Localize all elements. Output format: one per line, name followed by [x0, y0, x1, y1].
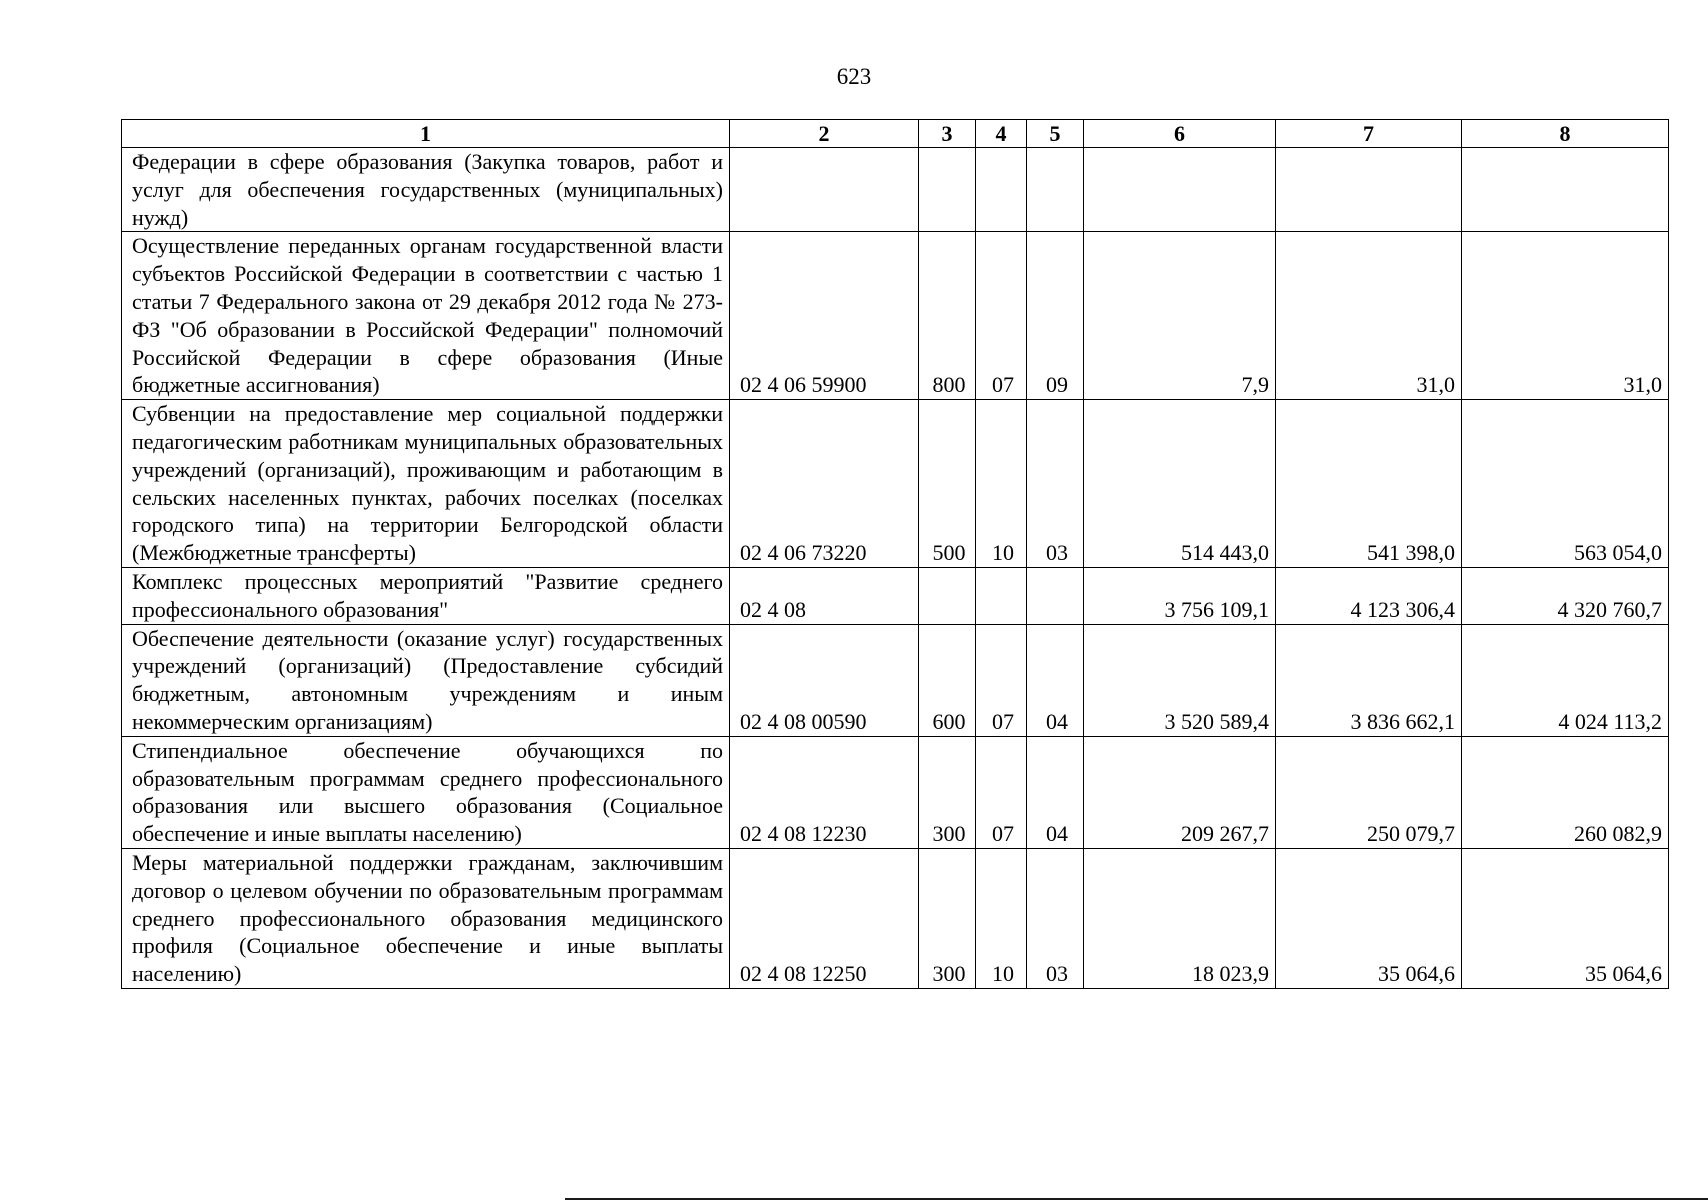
table-row [122, 736, 1669, 848]
row-col-3: 600 [919, 624, 976, 736]
row-col-6 [1084, 148, 1276, 232]
row-col-5 [1027, 148, 1084, 232]
column-header-5: 5 [1027, 120, 1084, 148]
row-col-5: 03 [1027, 848, 1084, 988]
row-code: 02 4 08 [730, 567, 919, 624]
row-col-8: 35 064,6 [1462, 848, 1669, 988]
row-code: 02 4 08 12250 [730, 848, 919, 988]
row-col-8: 4 320 760,7 [1462, 567, 1669, 624]
row-col-3: 500 [919, 400, 976, 568]
row-col-6: 209 267,7 [1084, 736, 1276, 848]
row-col-7: 35 064,6 [1276, 848, 1462, 988]
row-description: Меры материальной поддержки гражданам, заключившим договор о целевом обучении по образовательным программам среднего профессионального образования медицинского профиля (Социальное обеспечение и иные выплаты населению) [122, 848, 730, 988]
row-col-6: 18 023,9 [1084, 848, 1276, 988]
row-col-4 [976, 148, 1027, 232]
row-col-4: 07 [976, 624, 1027, 736]
row-col-7: 541 398,0 [1276, 400, 1462, 568]
row-col-6: 7,9 [1084, 232, 1276, 400]
column-header-6: 6 [1084, 120, 1276, 148]
row-col-3: 300 [919, 848, 976, 988]
row-col-8: 31,0 [1462, 232, 1669, 400]
row-description: Субвенции на предоставление мер социальной поддержки педагогическим работникам муниципальных образовательных учреждений (организаций), проживающим и работающим в сельских населенных пунктах, рабочих поселках (поселках городского типа) на территории Белгородской области (Межбюджетные трансферты) [122, 400, 730, 568]
table-row [122, 624, 1669, 736]
row-col-6: 3 756 109,1 [1084, 567, 1276, 624]
column-header-4: 4 [976, 120, 1027, 148]
row-description: Стипендиальное обеспечение обучающихся по образовательным программам среднего профессионального образования или высшего образования (Социальное обеспечение и иные выплаты населению) [122, 736, 730, 848]
column-header-2: 2 [730, 120, 919, 148]
column-header-8: 8 [1462, 120, 1669, 148]
row-col-7 [1276, 148, 1462, 232]
page-number: 623 [836, 64, 872, 89]
row-col-4 [976, 567, 1027, 624]
row-col-3 [919, 148, 976, 232]
row-col-5: 04 [1027, 736, 1084, 848]
table-row [122, 400, 1669, 568]
row-col-5 [1027, 567, 1084, 624]
table-row [122, 148, 1669, 232]
row-col-5: 03 [1027, 400, 1084, 568]
row-col-3: 800 [919, 232, 976, 400]
row-col-5: 09 [1027, 232, 1084, 400]
row-col-7: 3 836 662,1 [1276, 624, 1462, 736]
column-header-7: 7 [1276, 120, 1462, 148]
row-col-4: 07 [976, 736, 1027, 848]
row-col-3: 300 [919, 736, 976, 848]
row-description: Комплекс процессных мероприятий "Развитие среднего профессионального образования" [122, 567, 730, 624]
row-col-3 [919, 567, 976, 624]
row-col-8: 563 054,0 [1462, 400, 1669, 568]
row-col-7: 4 123 306,4 [1276, 567, 1462, 624]
row-code [730, 148, 919, 232]
row-col-4: 07 [976, 232, 1027, 400]
column-header-1: 1 [122, 120, 730, 148]
header-row [122, 120, 1669, 148]
table-row [122, 848, 1669, 988]
row-code: 02 4 06 59900 [730, 232, 919, 400]
budget-table [121, 119, 1669, 989]
row-description: Федерации в сфере образования (Закупка товаров, работ и услуг для обеспечения государственных (муниципальных) нужд) [122, 148, 730, 232]
row-col-8 [1462, 148, 1669, 232]
row-col-8: 260 082,9 [1462, 736, 1669, 848]
column-header-3: 3 [919, 120, 976, 148]
row-code: 02 4 08 00590 [730, 624, 919, 736]
row-col-4: 10 [976, 848, 1027, 988]
row-col-8: 4 024 113,2 [1462, 624, 1669, 736]
row-col-7: 250 079,7 [1276, 736, 1462, 848]
table-row [122, 567, 1669, 624]
row-description: Осуществление переданных органам государственной власти субъектов Российской Федерации в соответствии с частью 1 статьи 7 Федерального закона от 29 декабря 2012 года № 273-ФЗ "Об образовании в Российской Федерации" полномочий Российской Федерации в сфере образования (Иные бюджетные ассигнования) [122, 232, 730, 400]
row-col-6: 514 443,0 [1084, 400, 1276, 568]
row-col-6: 3 520 589,4 [1084, 624, 1276, 736]
row-col-5: 04 [1027, 624, 1084, 736]
row-description: Обеспечение деятельности (оказание услуг) государственных учреждений (организаций) (Предоставление субсидий бюджетным, автономным учреждениям и иным некоммерческим организациям) [122, 624, 730, 736]
table-row [122, 232, 1669, 400]
row-code: 02 4 06 73220 [730, 400, 919, 568]
row-col-7: 31,0 [1276, 232, 1462, 400]
row-code: 02 4 08 12230 [730, 736, 919, 848]
row-col-4: 10 [976, 400, 1027, 568]
